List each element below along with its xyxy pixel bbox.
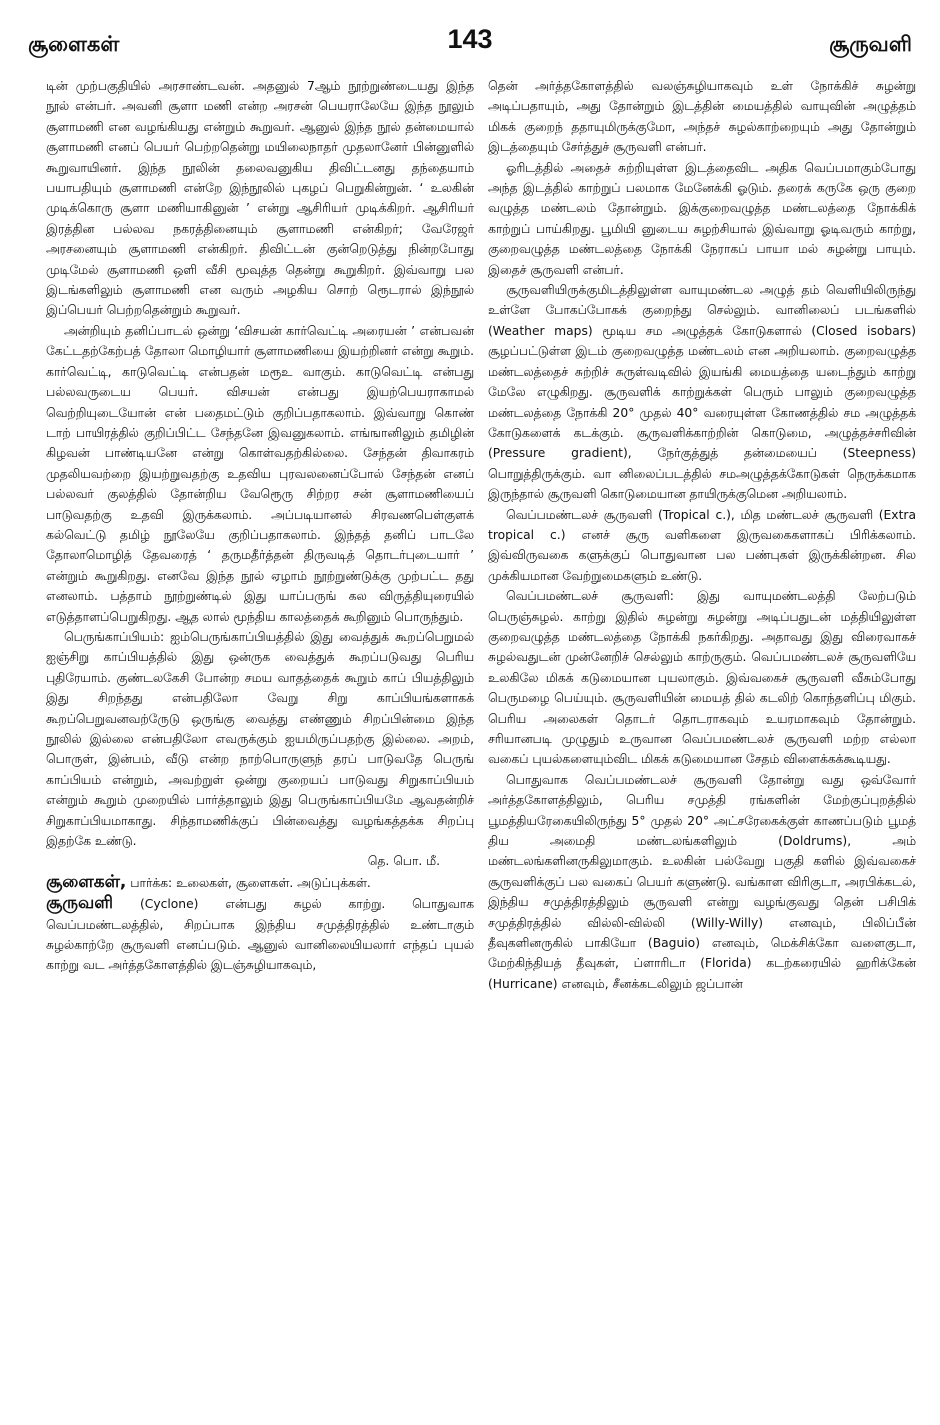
paragraph: பெருங்காப்பியம்: ஐம்பெருங்காப்பியத்தில் இது வைத்துக் கூறப்பெறுமல் ஐஞ்சிறு காப்பியத்தில் இது ஒன்ருக வைத்துக் கூறப்படுவது பெரிய புதிரேயாம். குண்டலகேசி போன்ற சமய வாதத்தைக் கூறும் காப் பியத்திலும் இது சிறந்தது என்பதிலோ வேறு சிறு காப்பியங்களாகக் கூறப்பெறுவனவற்ருேடு ஒருங்கு வைத்து எண்ணும் சிறப்பின்மை இந்த நூலில் இல்லை என்பதிலோ எவருக்கும் ஐயமிருப்பதற்கு இல்லை. அறம், பொருள், இன்பம், வீடு என்ற நாற்பொருளுந் தரப் பாடுவதே பெருங் காப்பியம் என்றும், அவற்றுள் ஒன்று குறையப் பாடுவது சிறுகாப்பியம் என்றும் கூறும் முறையில் பார்த்தாலும் இது பெருங்காப்பியமே ஆவதன்றிச் சிறுகாப்பியமாகாது. சிந்தாமணிக்குப் பின்வைத்து வழங்கத்தக்க சிறப்பு இதற்கே உண்டு.: [46, 629, 474, 849]
author-initials: தெ. பொ. மீ.: [367, 854, 440, 869]
right-column: [488, 76, 916, 1406]
header-right-guideword: சூருவளி: [829, 32, 912, 56]
entry-start: [46, 893, 474, 976]
entry-cross-reference: [46, 872, 474, 893]
page-header: [28, 24, 912, 64]
paragraph: பொதுவாக வெப்பமண்டலச் சூருவளி தோன்று வது ஒவ்வோர் அர்த்தகோளத்திலும், பெரிய சமுத்தி ரங்களின் மேற்குப்புறத்தில் பூமத்தியரேகையிலிருந்து 5° முதல் 20° அட்சரேகைக்குள் காணப்படும் பூமத் திய அமைதி மண்டலங்களிலும் (Doldrums), அம் மண்டலங்களினருகிலுமாகும். உலகின் பல்வேறு பகுதி களில் இவ்வகைச் சூருவளிக்குப் பல வகைப் பெயர் களுண்டு. வங்காள விரிகுடா, அரபிக்கடல், இந்திய சமுத்திரத்திலும் சூருவளி என்று வழங்குவது தென் பசிபிக் சமுத்திரத்தில் வில்லி-வில்லி (Willy-Willy) எனவும், பிலிப்பீன் தீவுகளினருகில் பாகியோ (Baguio) எனவும், மெக்சிக்கோ வளைகுடா, மேற்கிந்தியத் தீவுகள், ப்ளாரிடா (Florida) கடற்கரையில் ஹரிக்கேன் (Hurricane) எனவும், சீனக்கடலிலும் ஜப்பான்: [488, 772, 916, 991]
entry-text: பார்க்க: உலைகள், சூளைகள். அடுப்புக்கள்.: [130, 875, 371, 890]
paragraph: வெப்பமண்டலச் சூருவளி: இது வாயுமண்டலத்தி லேற்படும் பெருஞ்சுழல். காற்று இதில் சுழன்று சுழன்று அடிப்பதுடன் மத்தியிலுள்ள குறைவழுத்த மண்டலத்தை நோக்கி நகர்கிறது. அதாவது இது விரைவாகச் சுழல்வதுடன் முன்னேறிச் செல்லும் காற்ருகும். வெப்பமண்டலச் சூருவளியே உலகிலே மிகக் கடுமையான புயலாகும். இவ்வகைச் சூருவளி வீசும்போது பெருமழை பெய்யும். சூருவளியின் மையத் தில் கடலிற் கொந்தளிப்பு மிகும். பெரிய அலைகள் தொடர் தொடராகவும் உயரமாகவும் தோன்றும். சரியானபடி முழுதும் உருவான வெப்பமண்டலச் சூருவளி மற்ற எல்லா வகைப் புயல்களையும்விட மிகக் கடுமையான சேதம் விளைக்கக்கூடியது.: [488, 589, 916, 767]
page-number: 143: [447, 24, 493, 54]
entry-text: (Cyclone) என்பது சுழல் காற்று. பொதுவாக வெப்பமண்டலத்தில், சிறப்பாக இந்திய சமுத்திரத்தில் உண்டாகும் சுழல்காற்றே சூருவளி எனப்படும். ஆனுல் வானிலையியலார் எந்தப் புயல் காற்று வட அர்த்தகோளத்தில் இடஞ்சுழியாகவும்,: [46, 897, 474, 973]
paragraph: ஓரிடத்தில் அதைச் சுற்றியுள்ள இடத்தைவிட அதிக வெப்பமாகும்போது அந்த இடத்தில் காற்றுப் பலமாக மேனேக்கி ஓடும். தரைக் கருகே ஒரு குறை வழுத்த மண்டலம் தோன்றும். இக்குறைவழுத்த மண்டலத்தை நோக்கிக் காற்றுப் பாய்கிறது. பூமியி னுடைய சுழற்சியால் இவ்வாறு ஓடிவரும் காற்று, குறைவழுத்த மண்டலத்தை நோக்கி நேராகப் பாயா மல் சுழன்று பாயும். இதைச் சூருவளி என்பர்.: [488, 160, 916, 277]
paragraph: சூருவளியிருக்குமிடத்திலுள்ள வாயுமண்டல அழுத் தம் வெளியிலிருந்து உள்ளே போகப்போகக் குறைந்து செல்லும். வானிலைப் படங்களில் (Weather maps) மூடிய சம அழுத்தக் கோடுகளால் (Closed isobars) சூழப்பட்டுள்ள இடம் குறைவழுத்த மண்டலம் என அறியலாம். குறைவழுத்த மண்டலத்தைச் சுற்றிச் சுருள்வடிவில் இயங்கி மையத்தை யடைந்தும் காற்று மேலே எழுகிறது. சூருவளிக் காற்றுக்கள் பெரும் பாலும் குறைவழுத்த மண்டலத்தை நோக்கி 20° முதல் 40° வரையுள்ள கோணத்தில் சம அழுத்தக் கோடுகளைக் கடக்கும். சூருவளிக்காற்றின் கொடுமை, அழுத்தச்சரிவின் (Pressure gradient), நேர்குத்துத் தன்மையைப் (Steepness) பொறுத்திருக்கும். வா னிலைப்படத்தில் சமஅழுத்தக்கோடுகள் நெருக்கமாக இருந்தால் சூருவளி கொடுமையான தாயிருக்குமென அறியலாம்.: [488, 283, 916, 502]
paragraph: அன்றியும் தனிப்பாடல் ஒன்று ‘விசயன் கார்வெட்டி அரையன் ’ என்பவன் கேட்டதற்கேற்பத் தோலா மொழியார் சூளாமணியை இயற்றினர் என்று கூறும். கார்வெட்டி, காடுவெட்டி என்பதன் மரூஉ வாகும். காடுவெட்டி என்பது பல்லவருடைய பெயர். விசயன் என்பது இயற்பெயராகாமல் வெற்றியுடையோன் என் பதைமட்டும் குறிப்பதாகலாம். இவ்வாறு கொண் டாற் பாயிரத்தில் குறிப்பிட்ட சேந்தனே இவனுகலாம். எங்ஙானிலும் தமிழின் கிழவன் பாண்டியனே என்று கொள்வதற்கில்லை. சேந்தன் திவாகரம் முதலியவற்றை இயற்றுவதற்கு உதவிய புரவலனைப்போல் சேந்தன் எனப் பல்லவர் குலத்தில் தோன்றிய வேரூெரு சிற்றர சன் சூளாமணியைப் பாடுவதற்கு உதவி இருக்கலாம். அப்படியானல் சிரவணபெள்குளக் கல்வெட்டு தமிழ் நூலேயே குறிப்பதாகலாம். இந்தத் தனிப் பாடலே தோலாமொழித் தேவரைத் ‘ தருமதீர்த்தன் திருவடித் தொடர்புடையார் ’ என்றும் கூறுகிறது. எனவே இந்த நூல் ஏழாம் நூற்றுண்டுக்கு முற்பட்ட தது எனலாம். பத்தாம் நூற்றுண்டில் இது யாப்பருங் கல விருத்தியுரையில் எடுத்தாளப்பெறுகிறது. ஆத லால் மூந்திய காலத்தைக் கூறினும் பொருந்தும்.: [46, 323, 474, 624]
entry-headword: சூளைகள்,: [46, 871, 127, 892]
paragraph: டின் முற்பகுதியில் அரசாண்டவன். அதனுல் 7ஆம் நூற்றுண்டையது இந்த நூல் என்பர். அவனி சூளா மணி என்ற அரசன் பெயராலேயே இந்த நூலும் சூளாமணி என வழங்கியது என்றும் கூறுவர். ஆனுல் இந்த நூல் தன்மையால் சூளாமணி எனப் பெயர் பெற்றதென்று மயிலைநாதர் முதலானேர் பின்னுளில் கூறுவாயினர். இந்த நூலின் தலைவனுகிய திவிட்டனது தந்தையாம் பயாபதியும் சூளாமணி என்றே இந்நூலில் புகழப் பெறுகின்றுன். ‘ உலகின் முடிக்கொரு சூளா மணியாகினுன் ’ என்று ஆசிரியர் முடிக்கிறர். ஆசிரியர் இரத்தின பல்லவ நகரத்தினையும் சூளாமணி என்கிறர்; வேரேஜர் அரசனையும் சூளாமணி என்கிறர். திவிட்டன் குன்றெடுத்து நின்றபோது முடிமேல் சூளாமணி ஒளி வீசி மூவுத்த தென்று கூறுகிறர். இவ்வாறு பல இடங்களிலும் சூளாமணி என வரும் அழகிய சொற் ரூெடரால் இந்நூல் இப்பெயர் பெற்றதென்றும் கூறுவர்.: [46, 79, 474, 318]
header-left-guideword: சூளைகள்: [28, 32, 120, 56]
paragraph: தென் அர்த்தகோளத்தில் வலஞ்சுழியாகவும் உள் நோக்கிச் சுழன்று அடிப்பதாயும், அது தோன்றும் இடத்தின் மையத்தில் வாயுவின் அழுத்தம் மிகக் குறைந் ததாயுமிருக்குமோ, அந்தச் சுழல்காற்றையும் அது தோன்றும் இடத்தையும் சேர்த்துச் சூருவளி என்பர்.: [488, 79, 916, 155]
paragraph: வெப்பமண்டலச் சூருவளி (Tropical c.), மித மண்டலச் சூருவளி (Extra tropical c.) எனச் சூரு வளிகளை இருவகைகளாகப் பிரிக்கலாம். இவ்விருவகை களுக்குப் பொதுவான பல பண்புகள் இருக்கின்றன. சில முக்கியமான வேற்றுமைகளும் உண்டு.: [488, 507, 916, 583]
left-column: [46, 76, 474, 1406]
entry-headword: சூருவளி: [46, 893, 114, 914]
